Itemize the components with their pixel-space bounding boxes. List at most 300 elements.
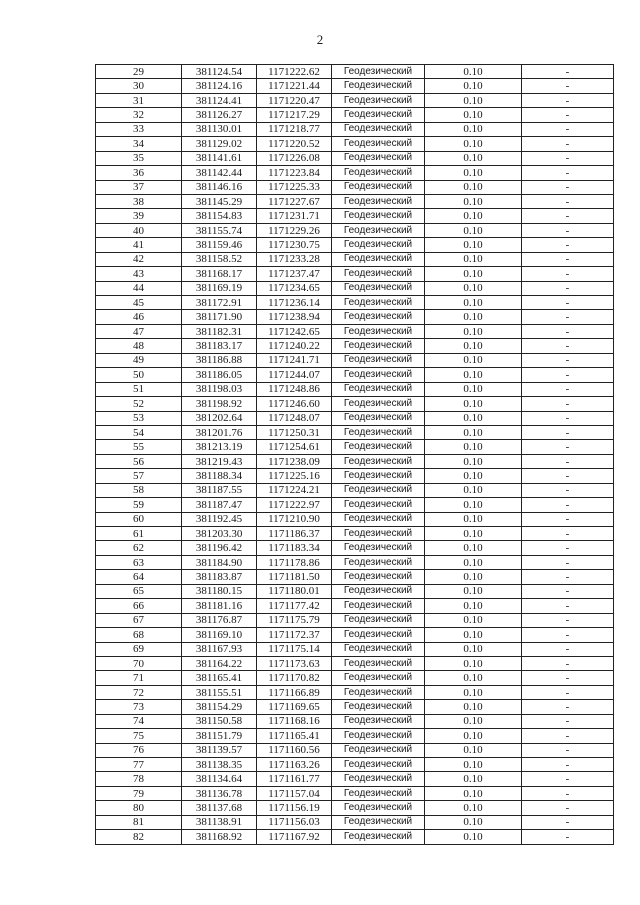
x-coordinate-cell: 381183.87 [182, 570, 257, 584]
note-cell: - [522, 223, 614, 237]
method-cell: Геодезический [332, 238, 425, 252]
coordinates-table [95, 64, 614, 845]
accuracy-cell: 0.10 [425, 584, 522, 598]
y-coordinate-cell: 1171224.21 [257, 483, 332, 497]
note-cell: - [522, 527, 614, 541]
note-cell: - [522, 498, 614, 512]
point-number-cell: 48 [96, 339, 182, 353]
accuracy-cell: 0.10 [425, 671, 522, 685]
method-cell: Геодезический [332, 411, 425, 425]
note-cell: - [522, 656, 614, 670]
table-row [96, 527, 614, 541]
table-row [96, 382, 614, 396]
x-coordinate-cell: 381196.42 [182, 541, 257, 555]
x-coordinate-cell: 381213.19 [182, 440, 257, 454]
point-number-cell: 57 [96, 469, 182, 483]
point-number-cell: 33 [96, 122, 182, 136]
point-number-cell: 53 [96, 411, 182, 425]
accuracy-cell: 0.10 [425, 656, 522, 670]
y-coordinate-cell: 1171173.63 [257, 656, 332, 670]
point-number-cell: 76 [96, 743, 182, 757]
x-coordinate-cell: 381138.35 [182, 758, 257, 772]
table-row [96, 180, 614, 194]
table-row [96, 729, 614, 743]
note-cell: - [522, 353, 614, 367]
x-coordinate-cell: 381186.88 [182, 353, 257, 367]
note-cell: - [522, 555, 614, 569]
x-coordinate-cell: 381182.31 [182, 324, 257, 338]
note-cell: - [522, 786, 614, 800]
table-row [96, 137, 614, 151]
y-coordinate-cell: 1171234.65 [257, 281, 332, 295]
note-cell: - [522, 628, 614, 642]
table-row [96, 267, 614, 281]
x-coordinate-cell: 381188.34 [182, 469, 257, 483]
accuracy-cell: 0.10 [425, 714, 522, 728]
point-number-cell: 39 [96, 209, 182, 223]
x-coordinate-cell: 381146.16 [182, 180, 257, 194]
point-number-cell: 45 [96, 296, 182, 310]
table-row [96, 281, 614, 295]
table-row [96, 425, 614, 439]
note-cell: - [522, 339, 614, 353]
accuracy-cell: 0.10 [425, 599, 522, 613]
table-row [96, 758, 614, 772]
x-coordinate-cell: 381136.78 [182, 786, 257, 800]
table-row [96, 252, 614, 266]
y-coordinate-cell: 1171242.65 [257, 324, 332, 338]
point-number-cell: 66 [96, 599, 182, 613]
note-cell: - [522, 368, 614, 382]
method-cell: Геодезический [332, 108, 425, 122]
y-coordinate-cell: 1171244.07 [257, 368, 332, 382]
method-cell: Геодезический [332, 743, 425, 757]
accuracy-cell: 0.10 [425, 267, 522, 281]
point-number-cell: 37 [96, 180, 182, 194]
table-row [96, 570, 614, 584]
accuracy-cell: 0.10 [425, 830, 522, 844]
table-row [96, 801, 614, 815]
note-cell: - [522, 469, 614, 483]
accuracy-cell: 0.10 [425, 368, 522, 382]
note-cell: - [522, 440, 614, 454]
x-coordinate-cell: 381186.05 [182, 368, 257, 382]
point-number-cell: 35 [96, 151, 182, 165]
table-row [96, 324, 614, 338]
y-coordinate-cell: 1171180.01 [257, 584, 332, 598]
y-coordinate-cell: 1171238.94 [257, 310, 332, 324]
accuracy-cell: 0.10 [425, 469, 522, 483]
y-coordinate-cell: 1171220.47 [257, 93, 332, 107]
x-coordinate-cell: 381124.54 [182, 65, 257, 79]
note-cell: - [522, 642, 614, 656]
table-row [96, 555, 614, 569]
point-number-cell: 79 [96, 786, 182, 800]
table-row [96, 772, 614, 786]
table-row [96, 151, 614, 165]
x-coordinate-cell: 381155.51 [182, 685, 257, 699]
accuracy-cell: 0.10 [425, 772, 522, 786]
x-coordinate-cell: 381138.91 [182, 815, 257, 829]
table-row [96, 512, 614, 526]
accuracy-cell: 0.10 [425, 79, 522, 93]
note-cell: - [522, 281, 614, 295]
accuracy-cell: 0.10 [425, 382, 522, 396]
method-cell: Геодезический [332, 815, 425, 829]
point-number-cell: 43 [96, 267, 182, 281]
table-row [96, 223, 614, 237]
point-number-cell: 62 [96, 541, 182, 555]
point-number-cell: 31 [96, 93, 182, 107]
method-cell: Геодезический [332, 541, 425, 555]
table-row [96, 498, 614, 512]
y-coordinate-cell: 1171175.79 [257, 613, 332, 627]
accuracy-cell: 0.10 [425, 122, 522, 136]
method-cell: Геодезический [332, 570, 425, 584]
y-coordinate-cell: 1171175.14 [257, 642, 332, 656]
y-coordinate-cell: 1171246.60 [257, 397, 332, 411]
point-number-cell: 47 [96, 324, 182, 338]
table-row [96, 541, 614, 555]
point-number-cell: 49 [96, 353, 182, 367]
accuracy-cell: 0.10 [425, 570, 522, 584]
y-coordinate-cell: 1171226.08 [257, 151, 332, 165]
note-cell: - [522, 65, 614, 79]
y-coordinate-cell: 1171165.41 [257, 729, 332, 743]
method-cell: Геодезический [332, 685, 425, 699]
method-cell: Геодезический [332, 642, 425, 656]
table-row [96, 786, 614, 800]
accuracy-cell: 0.10 [425, 166, 522, 180]
note-cell: - [522, 613, 614, 627]
x-coordinate-cell: 381155.74 [182, 223, 257, 237]
method-cell: Геодезический [332, 628, 425, 642]
x-coordinate-cell: 381142.44 [182, 166, 257, 180]
x-coordinate-cell: 381169.10 [182, 628, 257, 642]
table-row [96, 440, 614, 454]
note-cell: - [522, 685, 614, 699]
x-coordinate-cell: 381176.87 [182, 613, 257, 627]
note-cell: - [522, 324, 614, 338]
method-cell: Геодезический [332, 252, 425, 266]
note-cell: - [522, 411, 614, 425]
accuracy-cell: 0.10 [425, 555, 522, 569]
x-coordinate-cell: 381158.52 [182, 252, 257, 266]
table-row [96, 353, 614, 367]
point-number-cell: 64 [96, 570, 182, 584]
method-cell: Геодезический [332, 353, 425, 367]
table-row [96, 108, 614, 122]
y-coordinate-cell: 1171227.67 [257, 194, 332, 208]
method-cell: Геодезический [332, 801, 425, 815]
note-cell: - [522, 599, 614, 613]
accuracy-cell: 0.10 [425, 425, 522, 439]
y-coordinate-cell: 1171169.65 [257, 700, 332, 714]
point-number-cell: 29 [96, 65, 182, 79]
y-coordinate-cell: 1171183.34 [257, 541, 332, 555]
y-coordinate-cell: 1171248.86 [257, 382, 332, 396]
accuracy-cell: 0.10 [425, 238, 522, 252]
point-number-cell: 82 [96, 830, 182, 844]
y-coordinate-cell: 1171156.19 [257, 801, 332, 815]
method-cell: Геодезический [332, 700, 425, 714]
note-cell: - [522, 209, 614, 223]
x-coordinate-cell: 381181.16 [182, 599, 257, 613]
method-cell: Геодезический [332, 772, 425, 786]
method-cell: Геодезический [332, 714, 425, 728]
y-coordinate-cell: 1171241.71 [257, 353, 332, 367]
table-row [96, 656, 614, 670]
accuracy-cell: 0.10 [425, 498, 522, 512]
accuracy-cell: 0.10 [425, 411, 522, 425]
table-row [96, 397, 614, 411]
x-coordinate-cell: 381139.57 [182, 743, 257, 757]
method-cell: Геодезический [332, 469, 425, 483]
x-coordinate-cell: 381171.90 [182, 310, 257, 324]
table-row [96, 613, 614, 627]
point-number-cell: 69 [96, 642, 182, 656]
point-number-cell: 78 [96, 772, 182, 786]
y-coordinate-cell: 1171220.52 [257, 137, 332, 151]
accuracy-cell: 0.10 [425, 801, 522, 815]
coordinates-table-body [96, 65, 614, 845]
y-coordinate-cell: 1171231.71 [257, 209, 332, 223]
accuracy-cell: 0.10 [425, 685, 522, 699]
note-cell: - [522, 397, 614, 411]
method-cell: Геодезический [332, 454, 425, 468]
point-number-cell: 55 [96, 440, 182, 454]
accuracy-cell: 0.10 [425, 642, 522, 656]
x-coordinate-cell: 381141.61 [182, 151, 257, 165]
method-cell: Геодезический [332, 281, 425, 295]
method-cell: Геодезический [332, 310, 425, 324]
note-cell: - [522, 700, 614, 714]
x-coordinate-cell: 381198.92 [182, 397, 257, 411]
note-cell: - [522, 108, 614, 122]
point-number-cell: 42 [96, 252, 182, 266]
x-coordinate-cell: 381201.76 [182, 425, 257, 439]
accuracy-cell: 0.10 [425, 440, 522, 454]
point-number-cell: 59 [96, 498, 182, 512]
accuracy-cell: 0.10 [425, 815, 522, 829]
note-cell: - [522, 830, 614, 844]
method-cell: Геодезический [332, 93, 425, 107]
point-number-cell: 58 [96, 483, 182, 497]
note-cell: - [522, 729, 614, 743]
x-coordinate-cell: 381159.46 [182, 238, 257, 252]
accuracy-cell: 0.10 [425, 209, 522, 223]
y-coordinate-cell: 1171237.47 [257, 267, 332, 281]
x-coordinate-cell: 381203.30 [182, 527, 257, 541]
note-cell: - [522, 772, 614, 786]
accuracy-cell: 0.10 [425, 628, 522, 642]
accuracy-cell: 0.10 [425, 339, 522, 353]
table-row [96, 65, 614, 79]
table-row [96, 310, 614, 324]
table-row [96, 469, 614, 483]
method-cell: Геодезический [332, 483, 425, 497]
x-coordinate-cell: 381168.92 [182, 830, 257, 844]
y-coordinate-cell: 1171230.75 [257, 238, 332, 252]
accuracy-cell: 0.10 [425, 180, 522, 194]
table-row [96, 93, 614, 107]
table-row [96, 454, 614, 468]
method-cell: Геодезический [332, 397, 425, 411]
accuracy-cell: 0.10 [425, 483, 522, 497]
y-coordinate-cell: 1171172.37 [257, 628, 332, 642]
x-coordinate-cell: 381154.83 [182, 209, 257, 223]
y-coordinate-cell: 1171250.31 [257, 425, 332, 439]
method-cell: Геодезический [332, 296, 425, 310]
table-row [96, 296, 614, 310]
x-coordinate-cell: 381150.58 [182, 714, 257, 728]
accuracy-cell: 0.10 [425, 729, 522, 743]
table-row [96, 700, 614, 714]
accuracy-cell: 0.10 [425, 223, 522, 237]
y-coordinate-cell: 1171225.16 [257, 469, 332, 483]
x-coordinate-cell: 381134.64 [182, 772, 257, 786]
point-number-cell: 52 [96, 397, 182, 411]
x-coordinate-cell: 381137.68 [182, 801, 257, 815]
x-coordinate-cell: 381126.27 [182, 108, 257, 122]
table-row [96, 671, 614, 685]
method-cell: Геодезический [332, 512, 425, 526]
method-cell: Геодезический [332, 498, 425, 512]
point-number-cell: 51 [96, 382, 182, 396]
method-cell: Геодезический [332, 382, 425, 396]
note-cell: - [522, 512, 614, 526]
x-coordinate-cell: 381167.93 [182, 642, 257, 656]
point-number-cell: 67 [96, 613, 182, 627]
x-coordinate-cell: 381180.15 [182, 584, 257, 598]
note-cell: - [522, 79, 614, 93]
table-row [96, 368, 614, 382]
y-coordinate-cell: 1171254.61 [257, 440, 332, 454]
accuracy-cell: 0.10 [425, 743, 522, 757]
x-coordinate-cell: 381154.29 [182, 700, 257, 714]
accuracy-cell: 0.10 [425, 108, 522, 122]
method-cell: Геодезический [332, 194, 425, 208]
method-cell: Геодезический [332, 324, 425, 338]
y-coordinate-cell: 1171160.56 [257, 743, 332, 757]
y-coordinate-cell: 1171217.29 [257, 108, 332, 122]
y-coordinate-cell: 1171157.04 [257, 786, 332, 800]
note-cell: - [522, 122, 614, 136]
method-cell: Геодезический [332, 599, 425, 613]
method-cell: Геодезический [332, 267, 425, 281]
table-row [96, 209, 614, 223]
y-coordinate-cell: 1171168.16 [257, 714, 332, 728]
accuracy-cell: 0.10 [425, 454, 522, 468]
note-cell: - [522, 454, 614, 468]
accuracy-cell: 0.10 [425, 281, 522, 295]
note-cell: - [522, 310, 614, 324]
point-number-cell: 56 [96, 454, 182, 468]
point-number-cell: 46 [96, 310, 182, 324]
x-coordinate-cell: 381187.55 [182, 483, 257, 497]
table-row [96, 483, 614, 497]
y-coordinate-cell: 1171233.28 [257, 252, 332, 266]
note-cell: - [522, 801, 614, 815]
table-row [96, 122, 614, 136]
method-cell: Геодезический [332, 223, 425, 237]
note-cell: - [522, 252, 614, 266]
accuracy-cell: 0.10 [425, 700, 522, 714]
method-cell: Геодезический [332, 209, 425, 223]
point-number-cell: 38 [96, 194, 182, 208]
x-coordinate-cell: 381124.16 [182, 79, 257, 93]
y-coordinate-cell: 1171225.33 [257, 180, 332, 194]
method-cell: Геодезический [332, 555, 425, 569]
method-cell: Геодезический [332, 180, 425, 194]
note-cell: - [522, 238, 614, 252]
x-coordinate-cell: 381165.41 [182, 671, 257, 685]
point-number-cell: 81 [96, 815, 182, 829]
note-cell: - [522, 382, 614, 396]
y-coordinate-cell: 1171223.84 [257, 166, 332, 180]
note-cell: - [522, 296, 614, 310]
y-coordinate-cell: 1171170.82 [257, 671, 332, 685]
note-cell: - [522, 267, 614, 281]
note-cell: - [522, 425, 614, 439]
y-coordinate-cell: 1171218.77 [257, 122, 332, 136]
method-cell: Геодезический [332, 758, 425, 772]
table-row [96, 584, 614, 598]
method-cell: Геодезический [332, 137, 425, 151]
table-row [96, 79, 614, 93]
point-number-cell: 34 [96, 137, 182, 151]
method-cell: Геодезический [332, 166, 425, 180]
y-coordinate-cell: 1171161.77 [257, 772, 332, 786]
y-coordinate-cell: 1171240.22 [257, 339, 332, 353]
method-cell: Геодезический [332, 671, 425, 685]
x-coordinate-cell: 381202.64 [182, 411, 257, 425]
x-coordinate-cell: 381130.01 [182, 122, 257, 136]
x-coordinate-cell: 381124.41 [182, 93, 257, 107]
x-coordinate-cell: 381164.22 [182, 656, 257, 670]
table-row [96, 815, 614, 829]
note-cell: - [522, 570, 614, 584]
note-cell: - [522, 758, 614, 772]
table-row [96, 642, 614, 656]
x-coordinate-cell: 381145.29 [182, 194, 257, 208]
note-cell: - [522, 151, 614, 165]
y-coordinate-cell: 1171156.03 [257, 815, 332, 829]
note-cell: - [522, 584, 614, 598]
table-row [96, 685, 614, 699]
x-coordinate-cell: 381129.02 [182, 137, 257, 151]
method-cell: Геодезический [332, 656, 425, 670]
accuracy-cell: 0.10 [425, 541, 522, 555]
table-row [96, 194, 614, 208]
y-coordinate-cell: 1171236.14 [257, 296, 332, 310]
y-coordinate-cell: 1171181.50 [257, 570, 332, 584]
x-coordinate-cell: 381219.43 [182, 454, 257, 468]
x-coordinate-cell: 381169.19 [182, 281, 257, 295]
method-cell: Геодезический [332, 368, 425, 382]
accuracy-cell: 0.10 [425, 758, 522, 772]
point-number-cell: 68 [96, 628, 182, 642]
accuracy-cell: 0.10 [425, 194, 522, 208]
x-coordinate-cell: 381198.03 [182, 382, 257, 396]
accuracy-cell: 0.10 [425, 527, 522, 541]
table-row [96, 830, 614, 844]
y-coordinate-cell: 1171163.26 [257, 758, 332, 772]
note-cell: - [522, 815, 614, 829]
point-number-cell: 70 [96, 656, 182, 670]
y-coordinate-cell: 1171167.92 [257, 830, 332, 844]
point-number-cell: 41 [96, 238, 182, 252]
